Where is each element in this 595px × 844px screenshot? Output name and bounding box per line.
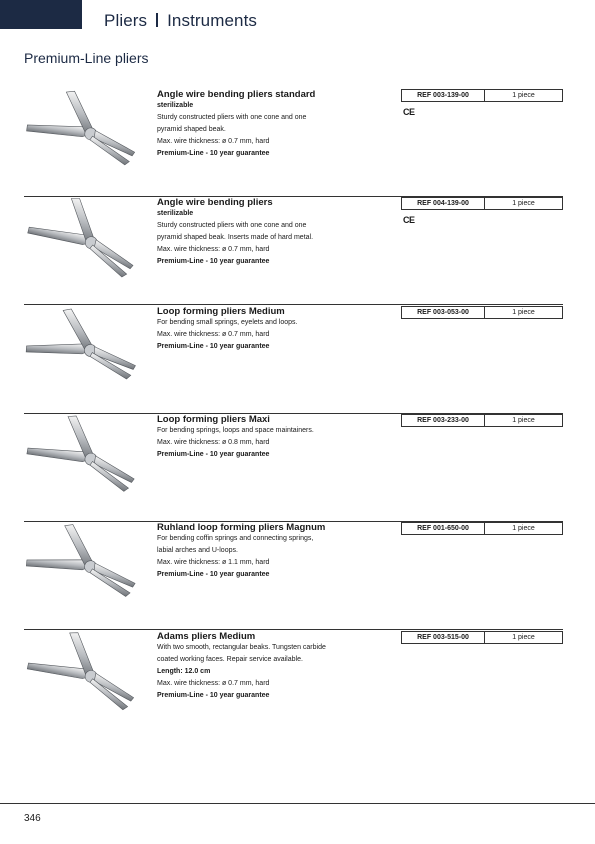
ref-table bbox=[401, 197, 563, 210]
header-section: Pliers bbox=[104, 11, 148, 30]
product-item bbox=[24, 522, 563, 630]
product-divider bbox=[24, 629, 563, 630]
product-title: Loop forming pliers Medium bbox=[157, 306, 285, 317]
pliers-image bbox=[24, 414, 149, 514]
ref-table bbox=[401, 631, 563, 644]
product-item bbox=[24, 197, 563, 305]
product-info bbox=[157, 631, 377, 702]
product-description-line: Length: 12.0 cm bbox=[157, 668, 211, 675]
page-number: 346 bbox=[24, 813, 41, 824]
product-description-line: coated working faces. Repair service available. bbox=[157, 656, 303, 663]
product-title: Loop forming pliers Maxi bbox=[157, 414, 270, 425]
product-description-line: sterilizable bbox=[157, 102, 194, 109]
product-title: Angle wire bending pliers bbox=[157, 197, 273, 208]
product-description-line: Sturdy constructed pliers with one cone and one bbox=[157, 114, 307, 121]
product-description-line: labial arches and U-loops. bbox=[157, 547, 238, 554]
ref-number: REF 003-515-00 bbox=[401, 631, 485, 644]
product-divider bbox=[24, 304, 563, 305]
product-description-line: For bending springs, loops and space maintainers. bbox=[157, 427, 314, 434]
product-description-line: sterilizable bbox=[157, 210, 194, 217]
header-separator bbox=[156, 13, 158, 27]
product-description-line: With two smooth, rectangular beaks. Tungsten carbide bbox=[157, 644, 326, 651]
product-description-line: Max. wire thickness: ø 0.8 mm, hard bbox=[157, 439, 270, 446]
product-description-line: Premium-Line - 10 year guarantee bbox=[157, 451, 270, 458]
product-item bbox=[24, 631, 563, 739]
page-header bbox=[104, 11, 257, 31]
product-description-line: Premium-Line - 10 year guarantee bbox=[157, 258, 270, 265]
product-title: Adams pliers Medium bbox=[157, 631, 256, 642]
product-title: Angle wire bending pliers standard bbox=[157, 89, 316, 100]
product-item bbox=[24, 89, 563, 197]
product-description-line: pyramid shaped beak. bbox=[157, 126, 226, 133]
ref-quantity: 1 piece bbox=[485, 197, 563, 210]
footer-divider bbox=[0, 803, 595, 804]
pliers-image bbox=[24, 522, 149, 622]
product-info bbox=[157, 197, 377, 268]
product-info bbox=[157, 306, 377, 353]
ref-table bbox=[401, 522, 563, 535]
pliers-image bbox=[24, 197, 149, 297]
product-description-line: Max. wire thickness: ø 1.1 mm, hard bbox=[157, 559, 270, 566]
ref-quantity: 1 piece bbox=[485, 306, 563, 319]
ce-mark-icon: CE bbox=[403, 215, 415, 225]
product-description-line: For bending small springs, eyelets and loops. bbox=[157, 319, 298, 326]
product-item bbox=[24, 414, 563, 522]
pliers-image bbox=[24, 89, 149, 189]
product-description-line: Max. wire thickness: ø 0.7 mm, hard bbox=[157, 246, 270, 253]
product-description-line: Max. wire thickness: ø 0.7 mm, hard bbox=[157, 138, 270, 145]
header-color-block bbox=[0, 0, 82, 29]
product-description-line: Sturdy constructed pliers with one cone and one bbox=[157, 222, 307, 229]
ref-table bbox=[401, 89, 563, 102]
header-category: Instruments bbox=[167, 11, 258, 30]
ref-number: REF 003-139-00 bbox=[401, 89, 485, 102]
product-info bbox=[157, 522, 377, 581]
product-description-line: Max. wire thickness: ø 0.7 mm, hard bbox=[157, 331, 270, 338]
ref-number: REF 003-053-00 bbox=[401, 306, 485, 319]
ref-number: REF 001-650-00 bbox=[401, 522, 485, 535]
product-description-line: Premium-Line - 10 year guarantee bbox=[157, 343, 270, 350]
pliers-image bbox=[24, 631, 149, 731]
ref-table bbox=[401, 306, 563, 319]
ref-quantity: 1 piece bbox=[485, 631, 563, 644]
section-title: Premium-Line pliers bbox=[24, 50, 149, 66]
product-info bbox=[157, 89, 377, 160]
pliers-image bbox=[24, 306, 149, 406]
ref-table bbox=[401, 414, 563, 427]
ce-mark-icon: CE bbox=[403, 107, 415, 117]
product-description-line: pyramid shaped beak. Inserts made of hard metal. bbox=[157, 234, 314, 241]
product-description-line: Premium-Line - 10 year guarantee bbox=[157, 571, 270, 578]
product-description-line: Premium-Line - 10 year guarantee bbox=[157, 150, 270, 157]
ref-number: REF 004-139-00 bbox=[401, 197, 485, 210]
ref-number: REF 003-233-00 bbox=[401, 414, 485, 427]
ref-quantity: 1 piece bbox=[485, 522, 563, 535]
ref-quantity: 1 piece bbox=[485, 89, 563, 102]
product-title: Ruhland loop forming pliers Magnum bbox=[157, 522, 326, 533]
product-description-line: Max. wire thickness: ø 0.7 mm, hard bbox=[157, 680, 270, 687]
product-description-line: Premium-Line - 10 year guarantee bbox=[157, 692, 270, 699]
ref-quantity: 1 piece bbox=[485, 414, 563, 427]
product-item bbox=[24, 306, 563, 414]
product-info bbox=[157, 414, 377, 461]
product-description-line: For bending coffin springs and connecting springs, bbox=[157, 535, 314, 542]
